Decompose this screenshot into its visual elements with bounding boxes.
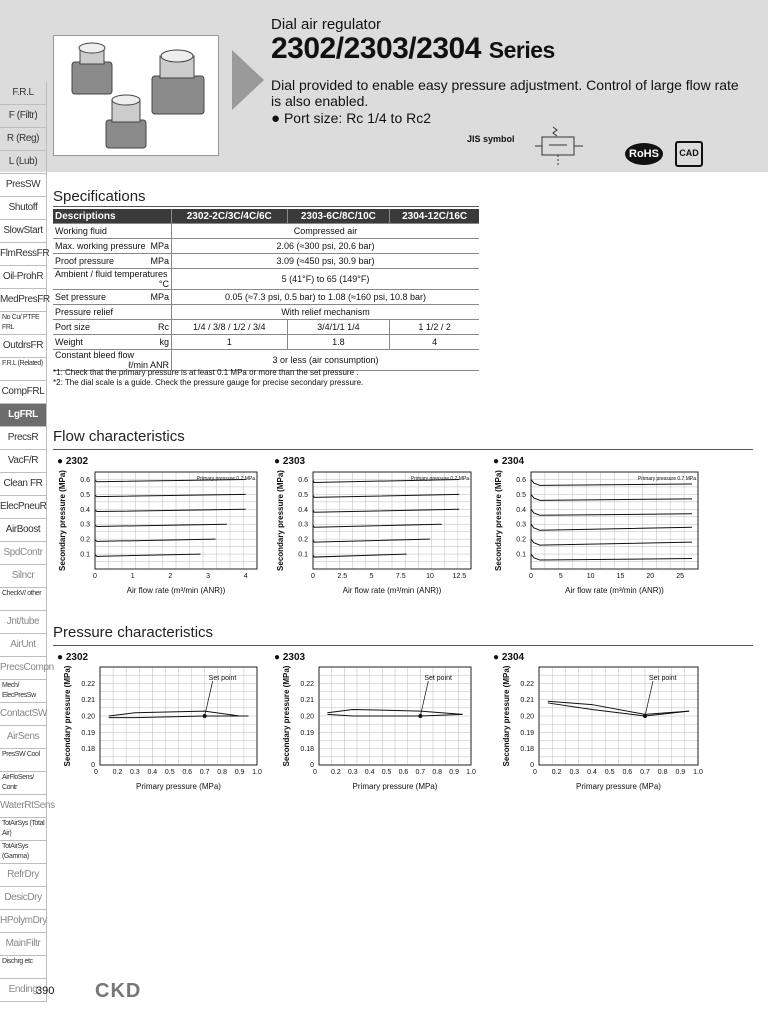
tab-jnt-tube[interactable]: Jnt/tube [0,611,47,634]
spec-note: *1: Check that the primary pressure is at least 0.1 MPa or more than the set pressure . [53,368,359,377]
setpoint-leader [645,681,653,716]
table-cell: 5 (41°F) to 65 (149°F) [172,269,480,290]
port-size-from: 1/4 [367,110,387,126]
tab-refrdry[interactable]: RefrDry [0,864,47,887]
tab-pressw[interactable]: PresSW [0,174,47,197]
jis-label: JIS symbol [467,134,515,144]
x-tick-label: 0 [533,769,537,776]
tab-hpolymdry[interactable]: HPolymDry [0,910,47,933]
y-tick-label: 0.21 [81,697,95,705]
x-tick-label: 0.3 [130,769,140,776]
row-unit: MPa [150,256,169,266]
setpoint-label: Set point [424,675,452,682]
setpoint-leader [420,681,428,716]
y-tick-label: 0.3 [80,521,90,529]
series-line [95,524,227,526]
series-word: Series [488,37,555,63]
tab-l-lub[interactable]: L (Lub) [0,151,47,174]
x-tick-label: 0.5 [604,769,615,776]
x-tick-label: 10 [586,573,595,580]
x-tick-label: 0.2 [112,769,123,776]
primary-pressure-label: Primary pressure 0.7 MPa [637,476,696,482]
y-tick-label: 0.2 [80,536,90,544]
y-tick-label: 0.6 [80,476,90,484]
chart-title: ● 2303 [274,456,306,467]
series-number: 2302/2303/2304 [271,32,481,65]
y-tick-label: 0.1 [80,551,90,559]
series-line [313,494,459,497]
y-tick-label: 0.18 [300,746,314,754]
y-tick-label: 0.4 [80,506,90,514]
x-tick-label: 1.0 [466,769,476,776]
row-unit: Rc [158,322,169,332]
x-tick-label: 1.0 [252,769,262,776]
y-tick-label: 0.22 [300,680,314,688]
tab-clean-fr[interactable]: Clean FR [0,473,47,496]
pressure-characteristics-heading: Pressure characteristics [53,624,214,641]
series-line [531,539,692,545]
y-tick-label: 0.21 [520,697,534,705]
x-tick-label: 12.5 [452,573,467,580]
setpoint-label: Set point [649,675,677,682]
y-tick-label: 0.1 [516,551,526,559]
tab-airboost[interactable]: AirBoost [0,519,47,542]
tab-elecpneur[interactable]: ElecPneuR [0,496,47,519]
y-tick-label: 0.5 [516,491,526,499]
flow-characteristics-heading: Flow characteristics [53,428,185,445]
row-unit: kg [159,337,169,347]
y-tick-label: 0.2 [516,536,526,544]
chart-title: ● 2303 [274,652,306,663]
tab-totairsys-total-air[interactable]: TotAirSys (Total Air) [0,818,47,841]
table-cell: 4 [390,335,479,350]
x-axis-label: Air flow rate (m³/min (ANR)) [342,586,442,595]
table-cell: 1 1/2 / 2 [390,320,479,335]
y-tick-label: 0.21 [300,697,314,705]
tab-vacf-r[interactable]: VacF/R [0,450,47,473]
tab-outdrsfr[interactable]: OutdrsFR [0,335,47,358]
tab-ending[interactable]: Ending [0,979,47,1002]
y-tick-label: 0 [530,762,534,769]
series-line [95,494,246,496]
y-axis-label: Secondary pressure (MPa) [282,665,291,767]
y-tick-label: 0.19 [81,729,95,737]
row-unit: °C [158,279,169,289]
x-tick-label: 15 [616,573,625,580]
y-tick-label: 0.6 [516,476,526,484]
y-axis-label: Secondary pressure (MPa) [63,665,72,767]
y-tick-label: 0.6 [298,476,308,484]
y-tick-label: 0.20 [520,713,534,721]
tab-f-r-l-related[interactable]: F.R.L (Related) [0,358,47,381]
table-cell: 1.8 [287,335,390,350]
tab-spdcontr[interactable]: SpdContr [0,542,47,565]
tab-precscompn[interactable]: PrecsCompn [0,657,47,680]
tab-flmressfr[interactable]: FlmRessFR [0,243,47,266]
x-tick-label: 0.3 [569,769,580,776]
y-tick-label: 0.1 [298,551,308,559]
x-tick-label: 0.4 [364,769,375,776]
series-line [531,554,692,560]
series-line [313,509,459,512]
y-tick-label: 0.5 [80,491,90,499]
primary-pressure-label: Primary pressure 0.7 MPa [410,476,469,482]
tab-airunt[interactable]: AirUnt [0,634,47,657]
x-tick-label: 25 [676,573,685,580]
tab-mech-elecpressw[interactable]: Mech/ ElecPresSw [0,680,47,703]
x-tick-label: 1 [130,573,135,580]
table-cell: 1/4 / 3/8 / 1/2 / 3/4 [172,320,288,335]
x-tick-label: 20 [646,573,655,580]
x-tick-label: 0 [94,769,98,776]
y-tick-label: 0.18 [520,746,534,754]
y-axis-label: Secondary pressure (MPa) [58,470,67,571]
product-description: Dial provided to enable easy pressure adjustment. Control of large flow rate is also enabled. [271,77,739,109]
tab-compfrl[interactable]: CompFRL [0,381,47,404]
series-line [531,524,692,530]
x-tick-label: 3 [206,573,210,580]
tab-slowstart[interactable]: SlowStart [0,220,47,243]
y-tick-label: 0 [310,762,314,769]
x-axis-label: Primary pressure (MPa) [136,782,221,791]
x-tick-label: 0 [529,573,533,580]
column-header: 2304-12C/16C [390,209,479,224]
row-label-text: Weight [55,337,83,347]
x-tick-label: 0.3 [347,769,358,776]
x-axis-label: Air flow rate (m³/min (ANR)) [565,586,664,595]
product-subtitle: Dial air regulator [271,16,382,33]
column-header: 2303-6C/8C/10C [287,209,390,224]
x-tick-label: 0.8 [432,769,443,776]
y-tick-label: 0.20 [300,713,314,721]
x-tick-label: 0.4 [587,769,597,776]
x-tick-label: 0.2 [551,769,562,776]
row-label-text: Ambient / fluid temperatures [55,269,168,279]
x-tick-label: 0.7 [199,769,210,776]
y-tick-label: 0.5 [298,491,308,499]
tab-no-cu-ptfe-frl[interactable]: No Cu/ PTFE FRL [0,312,47,335]
x-axis-label: Air flow rate (m³/min (ANR)) [126,586,226,595]
tab-precsr[interactable]: PrecsR [0,427,47,450]
x-tick-label: 0.4 [147,769,158,776]
y-tick-label: 0.19 [300,729,314,737]
y-tick-label: 0.2 [298,536,308,544]
series-line [531,509,692,515]
row-label-text: Pressure relief [55,307,114,317]
tab-airsens[interactable]: AirSens [0,726,47,749]
x-axis-label: Primary pressure (MPa) [576,782,661,791]
row-unit: ℓ/min ANR [128,360,169,370]
chart-title: ● 2304 [493,652,525,663]
y-tick-label: 0.4 [298,506,308,514]
row-label-text: Working fluid [55,226,107,236]
table-cell: 0.05 (≈7.3 psi, 0.5 bar) to 1.08 (≈160 psi, 10.8 bar) [172,290,480,305]
tab-desicdry[interactable]: DesicDry [0,887,47,910]
x-tick-label: 0.7 [415,769,426,776]
specifications-heading: Specifications [53,188,146,205]
tab-waterrtsens[interactable]: WaterRtSens [0,795,47,818]
row-label-text: Constant bleed flow [55,350,135,360]
tab-oil-prohr[interactable]: Oil-ProhR [0,266,47,289]
x-axis-label: Primary pressure (MPa) [352,782,438,791]
y-tick-label: 0.19 [520,729,534,737]
row-unit: MPa [150,292,169,302]
series-line [95,509,246,511]
rohs-badge: RoHS [625,143,663,165]
tab-pressw-cool[interactable]: PresSW Cool [0,749,47,772]
y-tick-label: 0.3 [516,521,526,529]
table-cell: 3/4/1/1 1/4 [287,320,390,335]
tab-lgfrl[interactable]: LgFRL [0,404,47,427]
chart-title: ● 2302 [57,652,89,663]
x-tick-label: 0.6 [622,769,633,776]
table-cell: 2.06 (≈300 psi, 20.6 bar) [172,239,480,254]
x-tick-label: 0.8 [217,769,227,776]
series-line [95,554,200,556]
x-tick-label: 2.5 [337,573,348,580]
y-tick-label: 0.22 [520,680,534,688]
table-cell: 3 or less (air consumption) [172,350,480,371]
tab-airflosens-contr[interactable]: AirFloSens/ Contr [0,772,47,795]
table-cell: With relief mechanism [172,305,480,320]
y-tick-label: 0.18 [81,746,95,754]
tab-f-filtr[interactable]: F (Filtr) [0,105,47,128]
y-axis-label: Secondary pressure (MPa) [502,665,511,767]
tab-medpresfr[interactable]: MedPresFR [0,289,47,312]
x-tick-label: 0.9 [449,769,459,776]
primary-pressure-label: Primary pressure 0.7 MPa [196,476,255,482]
x-tick-label: 0.8 [657,769,668,776]
x-tick-label: 0.9 [675,769,686,776]
port-size-prefix: Port size: Rc [283,110,368,126]
row-label-text: Proof pressure [55,256,115,266]
x-tick-label: 0.5 [381,769,392,776]
x-tick-label: 2 [168,573,173,580]
spec-note: *2: The dial scale is a guide. Check the pressure gauge for precise secondary pressure. [53,378,364,387]
x-tick-label: 0.6 [182,769,193,776]
y-tick-label: 0.22 [81,680,95,688]
series-line [95,539,216,541]
tab-mainfiltr[interactable]: MainFiltr [0,933,47,956]
x-tick-label: 1.0 [693,769,703,776]
x-tick-label: 0.5 [164,769,175,776]
tab-contactsw[interactable]: ContactSW [0,703,47,726]
x-tick-label: 0.7 [640,769,650,776]
tab-silncr[interactable]: Silncr [0,565,47,588]
y-tick-label: 0.4 [516,506,526,514]
series-line [531,494,692,500]
x-tick-label: 7.5 [395,573,406,580]
x-tick-label: 0 [311,573,315,580]
tab-r-reg[interactable]: R (Reg) [0,128,47,151]
tab-f-r-l[interactable]: F.R.L [0,82,47,105]
x-tick-label: 5 [369,573,374,580]
column-header: 2302-2C/3C/4C/6C [172,209,288,224]
y-tick-label: 0.3 [298,521,308,529]
row-label-text: Set pressure [55,292,107,302]
x-tick-label: 0.9 [234,769,245,776]
series-line [313,554,407,557]
table-cell: 1 [172,335,288,350]
setpoint-label: Set point [208,675,237,682]
x-tick-label: 0.6 [398,769,409,776]
row-label-text: Port size [55,322,91,332]
row-unit: MPa [150,241,169,251]
x-tick-label: 10 [426,573,434,580]
chart-title: ● 2302 [57,456,89,467]
table-cell: Compressed air [172,224,480,239]
tab-dischrg-etc[interactable]: Dischrg etc [0,956,47,979]
x-tick-label: 4 [243,573,248,580]
series-line [313,539,430,542]
row-label-text: Max. working pressure [55,241,146,251]
series-line [313,524,442,527]
setpoint-leader [205,681,213,716]
y-tick-label: 0.20 [81,713,95,721]
chart-title: ● 2304 [493,456,525,467]
tab-checkv-other[interactable]: CheckV/ other [0,588,47,611]
x-tick-label: 0.2 [331,769,341,776]
y-axis-label: Secondary pressure (MPa) [494,470,503,571]
y-axis-label: Secondary pressure (MPa) [276,470,285,571]
x-tick-label: 5 [558,573,563,580]
table-cell: 3.09 (≈450 psi, 30.9 bar) [172,254,480,269]
page-number: 390 [36,985,55,997]
x-tick-label: 0 [93,573,97,580]
y-tick-label: 0 [91,762,95,769]
column-header: Descriptions [53,209,172,224]
tab-shutoff[interactable]: Shutoff [0,197,47,220]
bullet-icon: ● [271,110,281,127]
tab-totairsys-gamma[interactable]: TotAirSys (Gamma) [0,841,47,864]
port-size-to: to Rc2 [386,110,432,126]
x-tick-label: 0 [313,769,317,776]
brand-logo: CKD [95,980,142,1002]
cad-badge[interactable]: CAD [675,141,703,167]
